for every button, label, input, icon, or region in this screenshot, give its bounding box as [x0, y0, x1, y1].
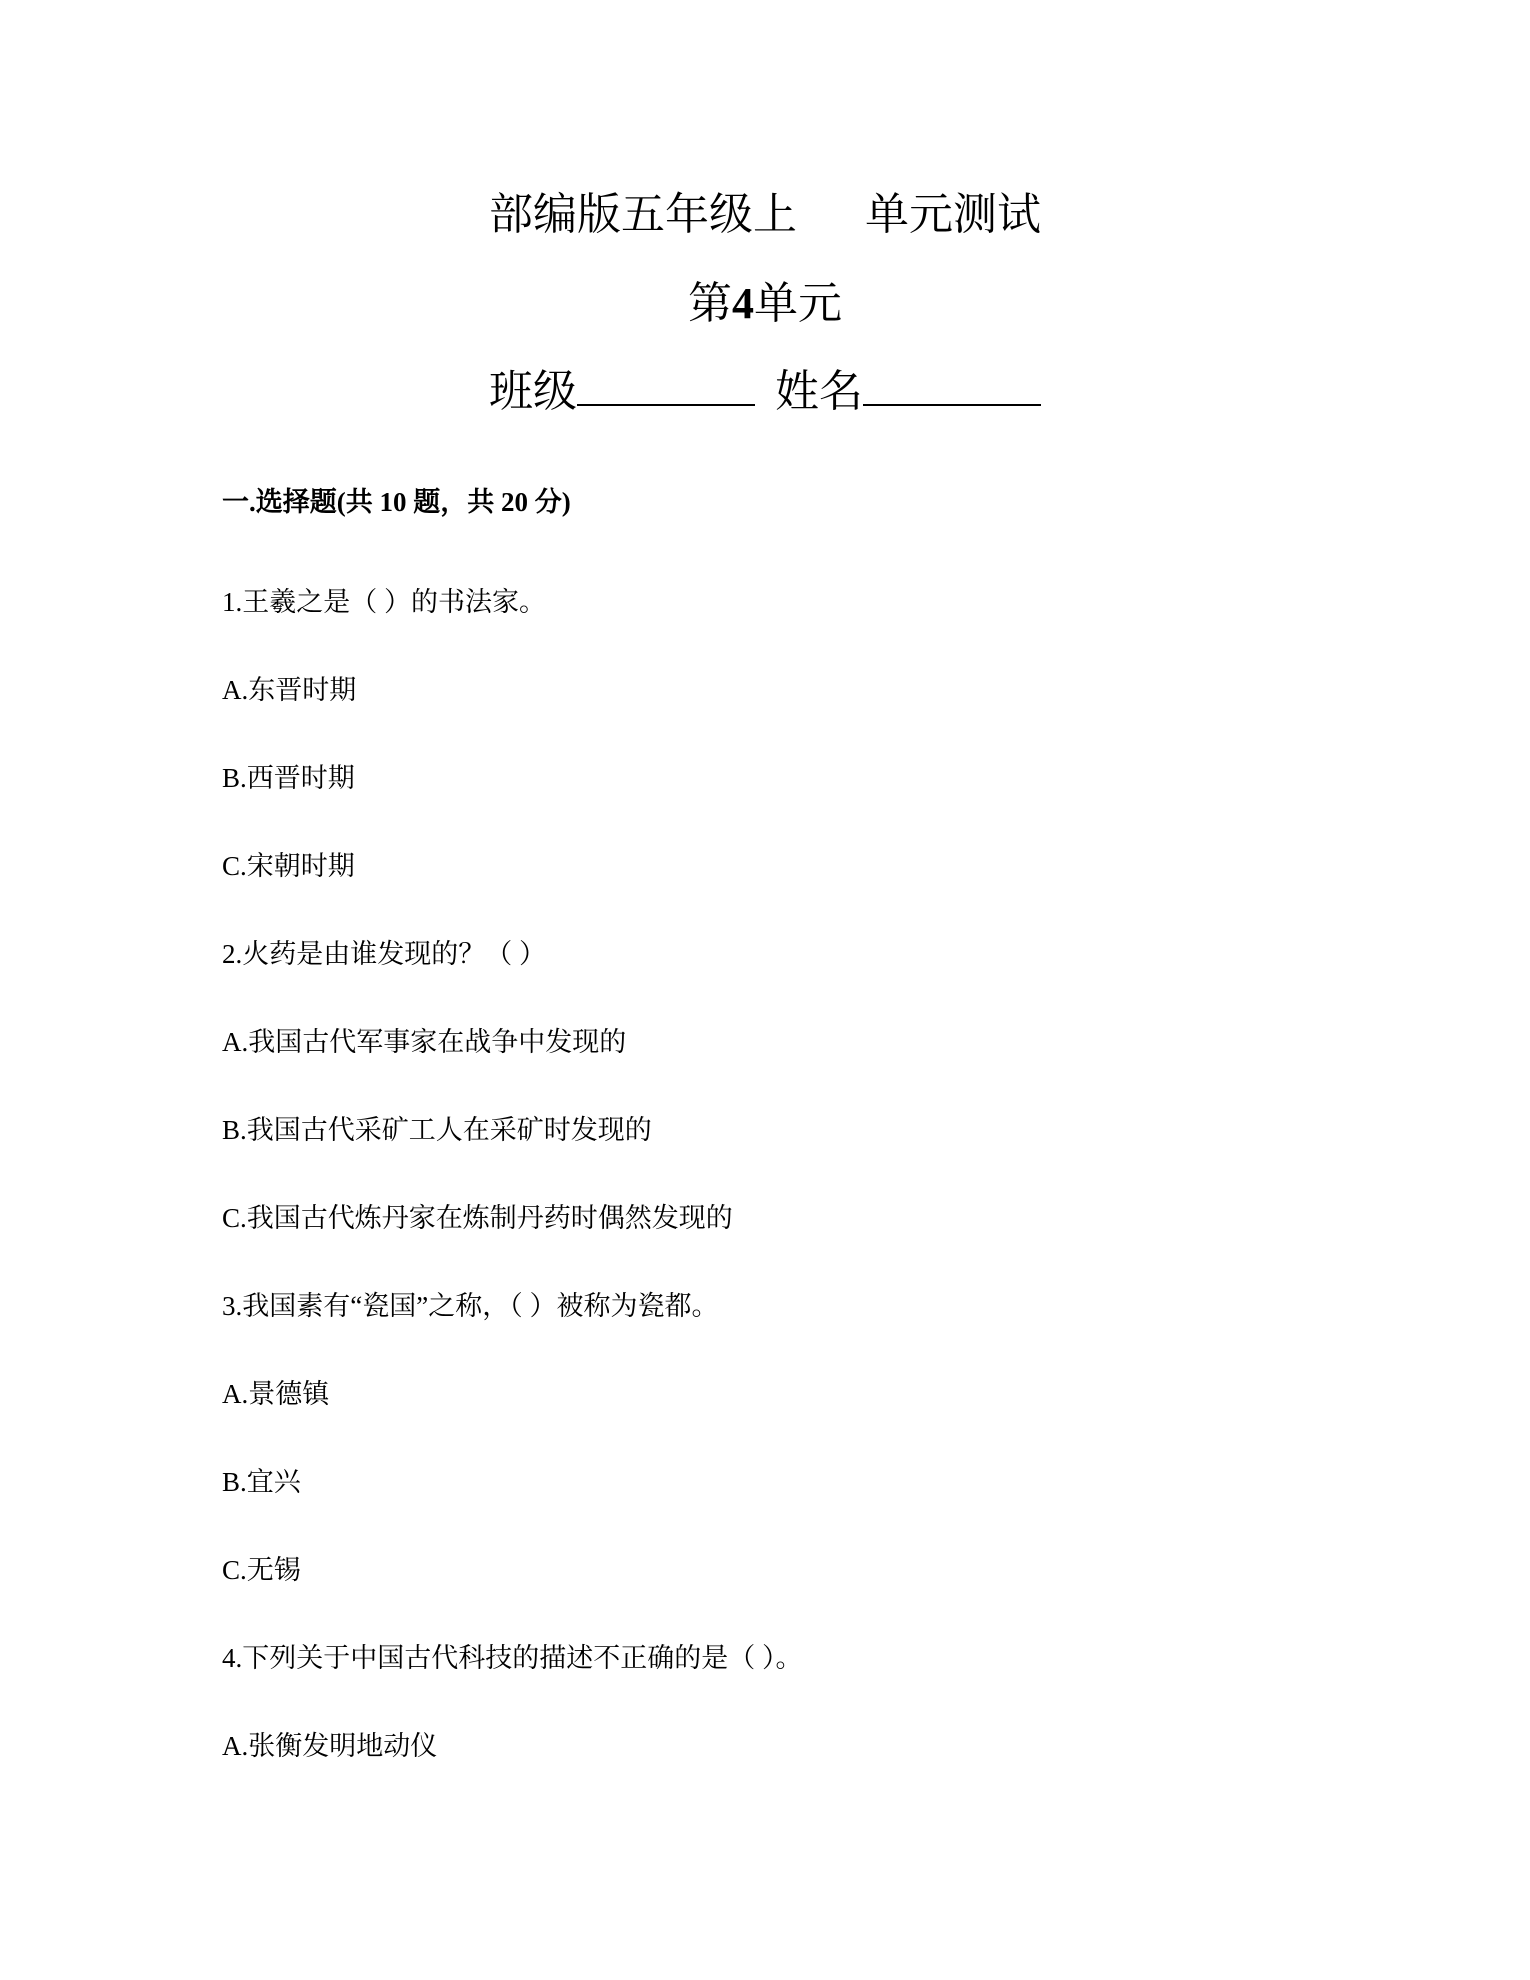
title-subject: 部编版五年级上 — [489, 189, 797, 240]
class-label: 班级 — [489, 366, 577, 417]
unit-prefix: 第 — [688, 278, 732, 329]
student-info-line — [0, 355, 1530, 419]
name-label: 姓名 — [775, 366, 863, 417]
title-test-type: 单元测试 — [865, 189, 1041, 240]
question-stem: 1.王羲之是（ ）的书法家。 — [222, 587, 546, 617]
question-option: A.景德镇 — [222, 1379, 330, 1409]
question-stem: 3.我国素有“瓷国”之称，（ ）被称为瓷都。 — [222, 1291, 719, 1321]
question-option: B.宜兴 — [222, 1467, 301, 1497]
name-blank[interactable] — [863, 364, 1041, 406]
page-title — [0, 178, 1530, 242]
question-option: C.我国古代炼丹家在炼制丹药时偶然发现的 — [222, 1203, 733, 1233]
class-blank[interactable] — [577, 364, 755, 406]
question-option: A.我国古代军事家在战争中发现的 — [222, 1027, 627, 1057]
question-stem: 4.下列关于中国古代科技的描述不正确的是（ ）。 — [222, 1643, 803, 1673]
section-heading: 一.选择题(共 10 题，共 20 分) — [222, 487, 571, 517]
question-option: C.无锡 — [222, 1555, 301, 1585]
question-option: A.东晋时期 — [222, 675, 357, 705]
unit-title — [0, 267, 1530, 331]
question-stem: 2.火药是由谁发现的？（ ） — [222, 939, 546, 969]
question-option: A.张衡发明地动仪 — [222, 1731, 438, 1761]
unit-suffix: 单元 — [754, 278, 842, 329]
question-option: C.宋朝时期 — [222, 851, 355, 881]
question-option: B.西晋时期 — [222, 763, 355, 793]
unit-number: 4 — [732, 279, 754, 328]
question-option: B.我国古代采矿工人在采矿时发现的 — [222, 1115, 652, 1145]
